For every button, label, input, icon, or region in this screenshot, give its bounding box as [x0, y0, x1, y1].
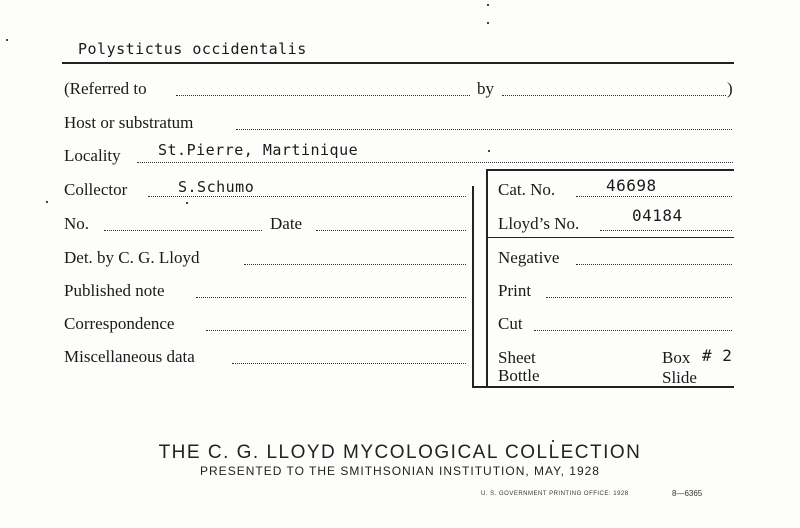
scan-speck — [186, 202, 188, 204]
published-note-line[interactable] — [196, 297, 466, 298]
sheet-label: Sheet — [498, 348, 536, 367]
referred-by-line[interactable] — [502, 95, 726, 96]
box-top-border — [486, 169, 734, 171]
scan-speck — [552, 440, 554, 442]
scan-speck — [46, 201, 48, 203]
collector-label: Collector — [64, 180, 128, 199]
bottle-label: Bottle — [498, 366, 540, 385]
scan-speck — [487, 4, 489, 6]
species-name: Polystictus occidentalis — [78, 40, 307, 58]
determined-by-label: Det. by C. G. Lloyd — [64, 248, 200, 267]
collector-line[interactable] — [148, 196, 466, 197]
box-left-shadow — [472, 186, 474, 386]
negative-line[interactable] — [576, 264, 732, 265]
collection-title: THE C. G. LLOYD MYCOLOGICAL COLLECTION — [158, 442, 642, 463]
form-number: 8—6365 — [672, 489, 703, 498]
date-label: Date — [270, 214, 303, 233]
print-line[interactable] — [546, 297, 732, 298]
host-line[interactable] — [236, 129, 732, 130]
box-number: # 2 — [702, 346, 733, 365]
locality-line[interactable] — [137, 162, 733, 163]
date-line[interactable] — [316, 230, 466, 231]
locality-label: Locality — [64, 146, 121, 165]
cat-no-line[interactable] — [576, 196, 732, 197]
number-label: No. — [64, 214, 90, 233]
box-divider — [486, 237, 734, 238]
determined-by-line[interactable] — [244, 264, 466, 265]
lloyds-no-value: 04184 — [632, 206, 683, 225]
miscellaneous-data-label: Miscellaneous data — [64, 347, 195, 366]
cut-line[interactable] — [534, 330, 732, 331]
species-underline — [62, 62, 734, 64]
lloyds-no-line[interactable] — [600, 230, 732, 231]
number-line[interactable] — [104, 230, 262, 231]
printer-imprint: U. S. GOVERNMENT PRINTING OFFICE: 1928 — [481, 491, 629, 497]
referred-by-label: by — [477, 79, 494, 98]
referred-to-line[interactable] — [176, 95, 470, 96]
scan-speck — [6, 39, 8, 41]
scan-speck — [487, 22, 489, 24]
referred-to-label: (Referred to — [64, 79, 147, 98]
negative-label: Negative — [498, 248, 560, 267]
miscellaneous-data-line[interactable] — [232, 363, 466, 364]
slide-label: Slide — [662, 368, 697, 387]
correspondence-line[interactable] — [206, 330, 466, 331]
box-left-border — [486, 169, 488, 387]
collection-subtitle: PRESENTED TO THE SMITHSONIAN INSTITUTION, MAY, 1928 — [200, 464, 600, 478]
cat-no-value: 46698 — [606, 176, 657, 195]
collector-value: S.Schumo — [178, 178, 255, 196]
scan-speck — [488, 150, 490, 152]
box-label: Box — [662, 348, 691, 367]
lloyds-no-label: Lloyd’s No. — [498, 214, 580, 233]
host-label: Host or substratum — [64, 113, 194, 132]
referred-close-paren: ) — [727, 79, 733, 98]
published-note-label: Published note — [64, 281, 165, 300]
locality-value: St.Pierre, Martinique — [158, 141, 359, 159]
correspondence-label: Correspondence — [64, 314, 175, 333]
cat-no-label: Cat. No. — [498, 180, 556, 199]
cut-label: Cut — [498, 314, 523, 333]
print-label: Print — [498, 281, 532, 300]
